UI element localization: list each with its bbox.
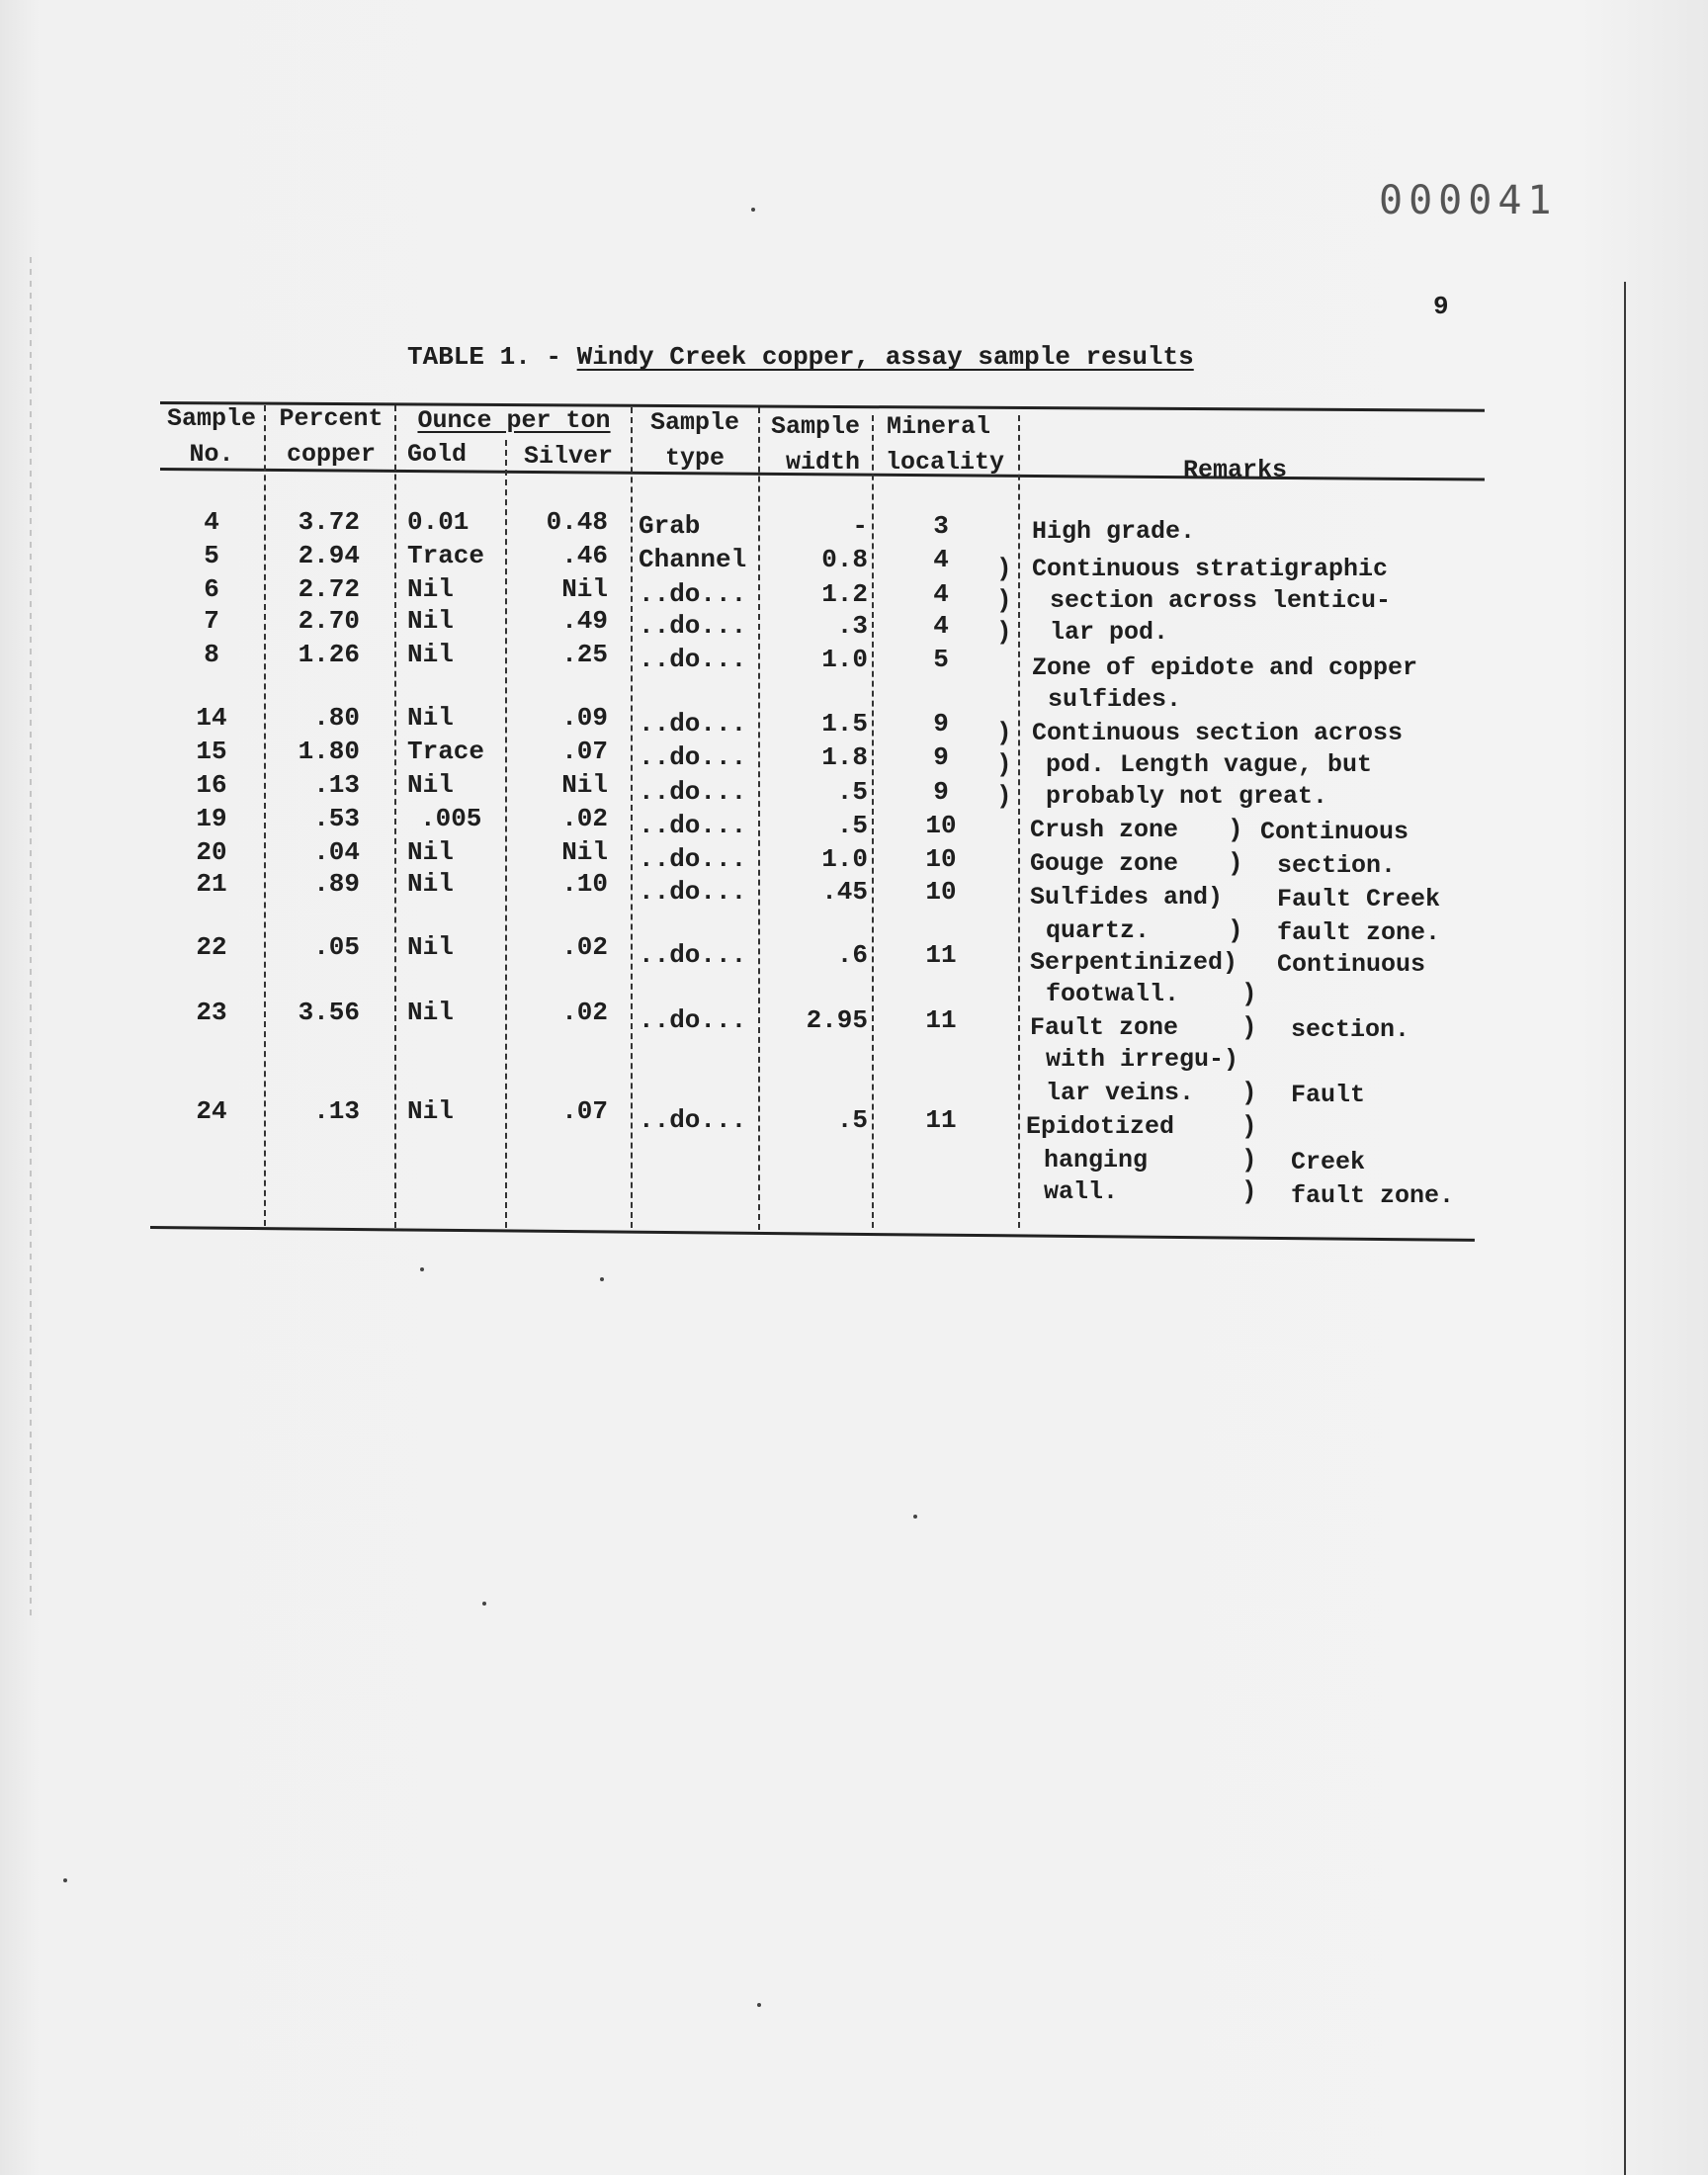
cell-silver: Nil xyxy=(561,837,608,867)
cell-type: ..do... xyxy=(639,844,747,875)
remark-lar-veins: lar veins. xyxy=(1046,1079,1195,1107)
remark-hanging: hanging xyxy=(1044,1146,1149,1174)
cell-gold: Nil xyxy=(407,837,454,867)
bracket-paren: ) xyxy=(1241,979,1257,1008)
header-gold: Gold xyxy=(407,440,468,469)
cell-silver: .07 xyxy=(561,737,608,766)
cell-locality: 4 xyxy=(933,611,949,642)
cell-gold: .005 xyxy=(420,804,482,833)
scan-speck xyxy=(757,2003,761,2007)
remark-fault-creek-1: Fault Creek xyxy=(1277,885,1441,914)
cell-locality: 11 xyxy=(925,1005,957,1036)
header-sample-no-1: Sample xyxy=(166,404,256,433)
remark-serpentinized: Serpentinized) xyxy=(1030,948,1238,977)
cell-locality: 10 xyxy=(925,844,957,875)
cell-type: Channel xyxy=(639,545,747,575)
cell-gold: Nil xyxy=(407,770,454,800)
cell-width: 1.5 xyxy=(821,708,868,739)
cell-copper: .53 xyxy=(313,804,360,833)
table-bottom-rule xyxy=(150,1226,1475,1242)
header-sample-type-2: type xyxy=(664,444,725,473)
cell-type: ..do... xyxy=(639,742,747,773)
bracket-paren: ) xyxy=(996,749,1012,779)
cell-width: .6 xyxy=(836,939,868,970)
scan-speck xyxy=(482,1602,486,1606)
scan-speck xyxy=(420,1267,424,1271)
scan-speck xyxy=(600,1277,604,1281)
cell-gold: Nil xyxy=(407,640,454,669)
cell-type: ..do... xyxy=(639,876,747,907)
cell-copper: .13 xyxy=(313,1096,360,1126)
header-mineral-locality-1: Mineral xyxy=(887,412,991,441)
cell-type: ..do... xyxy=(639,1005,747,1036)
cell-no: 8 xyxy=(204,640,219,669)
col-rule-4 xyxy=(631,407,634,1228)
cell-silver: .02 xyxy=(561,998,608,1027)
remark-continuous-stratigraphic: Continuous stratigraphic xyxy=(1032,555,1389,583)
header-sample-width-1: Sample xyxy=(771,412,861,441)
bracket-paren: ) xyxy=(1228,848,1243,878)
cell-gold: Nil xyxy=(407,998,454,1027)
cell-width: 1.2 xyxy=(821,578,868,609)
cell-copper: .04 xyxy=(313,837,360,867)
header-mineral-locality-2: locality xyxy=(886,448,1005,477)
cell-gold: Nil xyxy=(407,869,454,899)
table-title-prefix: TABLE 1. - xyxy=(407,342,577,372)
bracket-paren: ) xyxy=(996,781,1012,811)
cell-width: 1.8 xyxy=(821,742,868,773)
remark-fault-2: Fault xyxy=(1291,1081,1366,1109)
cell-no: 21 xyxy=(196,869,227,899)
remark-sulfides-and: Sulfides and) xyxy=(1030,883,1224,912)
cell-locality: 10 xyxy=(925,876,957,907)
cell-silver: .49 xyxy=(561,606,608,636)
cell-type: Grab xyxy=(639,511,701,541)
cell-copper: 2.94 xyxy=(298,541,360,570)
cell-gold: Nil xyxy=(407,574,454,604)
cell-locality: 11 xyxy=(925,1104,957,1135)
cell-locality: 5 xyxy=(933,645,949,675)
remark-wall: wall. xyxy=(1044,1177,1119,1206)
cell-gold: Nil xyxy=(407,1096,454,1126)
cell-no: 6 xyxy=(204,574,219,604)
cell-locality: 10 xyxy=(925,810,957,840)
remark-quartz: quartz. xyxy=(1046,916,1151,945)
cell-gold: 0.01 xyxy=(407,507,470,537)
header-percent-copper-1: Percent xyxy=(279,404,384,433)
header-sample-no-2: No. xyxy=(189,440,234,469)
bracket-paren: ) xyxy=(1241,1078,1257,1107)
header-ounce-per-ton: Ounce per ton xyxy=(417,406,611,435)
cell-no: 23 xyxy=(196,998,227,1027)
cell-locality: 3 xyxy=(933,511,949,541)
remark-sulfides: sulfides. xyxy=(1048,685,1182,714)
bracket-paren: ) xyxy=(1228,815,1243,844)
bracket-paren: ) xyxy=(1241,1012,1257,1042)
header-silver: Silver xyxy=(524,442,614,471)
cell-no: 20 xyxy=(196,837,227,867)
bracket-paren: ) xyxy=(996,718,1012,747)
remark-probably-not-great: probably not great. xyxy=(1046,782,1328,811)
cell-width: .45 xyxy=(821,876,868,907)
cell-copper: .05 xyxy=(313,932,360,962)
cell-type: ..do... xyxy=(639,708,747,739)
cell-silver: .02 xyxy=(561,804,608,833)
remark-creek-2: Creek xyxy=(1291,1148,1366,1176)
cell-silver: 0.48 xyxy=(546,507,608,537)
remark-footwall: footwall. xyxy=(1046,980,1180,1008)
bracket-paren: ) xyxy=(996,585,1012,615)
remark-continuous-1: Continuous xyxy=(1260,818,1409,846)
cell-gold: Trace xyxy=(407,541,485,570)
remark-crush-zone: Crush zone xyxy=(1030,816,1179,844)
cell-copper: 2.70 xyxy=(298,606,360,636)
cell-silver: .10 xyxy=(561,869,608,899)
cell-no: 19 xyxy=(196,804,227,833)
bracket-paren: ) xyxy=(996,554,1012,583)
cell-silver: Nil xyxy=(561,574,608,604)
cell-locality: 9 xyxy=(933,776,949,807)
cell-no: 24 xyxy=(196,1096,227,1126)
cell-type: ..do... xyxy=(639,810,747,840)
header-sample-type-1: Sample xyxy=(649,408,739,437)
scan-speck xyxy=(751,208,755,212)
cell-no: 14 xyxy=(196,703,227,733)
scan-speck xyxy=(63,1878,67,1882)
col-rule-6 xyxy=(872,415,875,1228)
remark-high-grade: High grade. xyxy=(1032,517,1196,546)
document-number: 000041 xyxy=(1379,178,1558,223)
remark-continuous-section-across: Continuous section across xyxy=(1032,719,1404,747)
cell-copper: 1.80 xyxy=(298,737,360,766)
cell-type: ..do... xyxy=(639,939,747,970)
col-rule-2 xyxy=(394,405,397,1228)
remark-zone-of-epidote: Zone of epidote and copper xyxy=(1032,653,1418,682)
cell-type: ..do... xyxy=(639,645,747,675)
cell-width: .3 xyxy=(836,611,868,642)
cell-silver: .07 xyxy=(561,1096,608,1126)
cell-width: - xyxy=(852,511,868,541)
bracket-paren: ) xyxy=(1228,915,1243,945)
cell-width: 1.0 xyxy=(821,844,868,875)
table-title-main: Windy Creek copper, assay sample results xyxy=(576,342,1194,372)
cell-copper: 3.72 xyxy=(298,507,360,537)
cell-width: 1.0 xyxy=(821,645,868,675)
remark-lar-pod: lar pod. xyxy=(1050,618,1169,647)
header-sample-width-2: width xyxy=(786,448,861,477)
page-number: 9 xyxy=(1433,292,1449,321)
cell-gold: Nil xyxy=(407,932,454,962)
cell-width: .5 xyxy=(836,810,868,840)
remark-section-1: section. xyxy=(1277,851,1397,880)
cell-locality: 11 xyxy=(925,939,957,970)
remark-fault-zone-2: fault zone. xyxy=(1291,1181,1455,1210)
remark-with-irregular: with irregu-) xyxy=(1046,1045,1239,1074)
remark-pod-length-vague: pod. Length vague, but xyxy=(1046,750,1373,779)
cell-silver: .46 xyxy=(561,541,608,570)
scan-speck xyxy=(913,1515,917,1519)
cell-no: 16 xyxy=(196,770,227,800)
col-rule-7 xyxy=(1018,415,1021,1228)
bracket-paren: ) xyxy=(1241,1145,1257,1174)
cell-gold: Trace xyxy=(407,737,485,766)
cell-no: 4 xyxy=(204,507,219,537)
cell-locality: 9 xyxy=(933,708,949,739)
cell-no: 5 xyxy=(204,541,219,570)
bracket-paren: ) xyxy=(1241,1176,1257,1206)
bracket-paren: ) xyxy=(1241,1111,1257,1141)
cell-gold: Nil xyxy=(407,606,454,636)
remark-epidotized: Epidotized xyxy=(1026,1112,1175,1141)
cell-copper: .80 xyxy=(313,703,360,733)
cell-no: 7 xyxy=(204,606,219,636)
remark-section-across: section across lenticu- xyxy=(1050,586,1392,615)
header-remarks: Remarks xyxy=(1183,456,1288,484)
cell-copper: 3.56 xyxy=(298,998,360,1027)
cell-locality: 9 xyxy=(933,742,949,773)
cell-no: 15 xyxy=(196,737,227,766)
cell-type: ..do... xyxy=(639,1104,747,1135)
remark-gouge-zone: Gouge zone xyxy=(1030,849,1179,878)
cell-gold: Nil xyxy=(407,703,454,733)
cell-silver: .02 xyxy=(561,932,608,962)
cell-width: 0.8 xyxy=(821,545,868,575)
remark-fault-zone: Fault zone xyxy=(1030,1013,1179,1042)
cell-copper: 1.26 xyxy=(298,640,360,669)
cell-locality: 4 xyxy=(933,578,949,609)
remark-continuous-2: Continuous xyxy=(1277,950,1426,979)
remark-fault-zone-1: fault zone. xyxy=(1277,918,1441,947)
cell-copper: .89 xyxy=(313,869,360,899)
cell-type: ..do... xyxy=(639,578,747,609)
cell-silver: Nil xyxy=(561,770,608,800)
bracket-paren: ) xyxy=(996,617,1012,647)
cell-type: ..do... xyxy=(639,611,747,642)
cell-type: ..do... xyxy=(639,776,747,807)
cell-no: 22 xyxy=(196,932,227,962)
remark-section-2: section. xyxy=(1291,1015,1410,1044)
cell-copper: .13 xyxy=(313,770,360,800)
cell-silver: .09 xyxy=(561,703,608,733)
cell-copper: 2.72 xyxy=(298,574,360,604)
cell-silver: .25 xyxy=(561,640,608,669)
header-percent-copper-2: copper xyxy=(286,440,376,469)
cell-width: .5 xyxy=(836,776,868,807)
cell-width: .5 xyxy=(836,1104,868,1135)
cell-width: 2.95 xyxy=(806,1005,868,1036)
cell-locality: 4 xyxy=(933,545,949,575)
